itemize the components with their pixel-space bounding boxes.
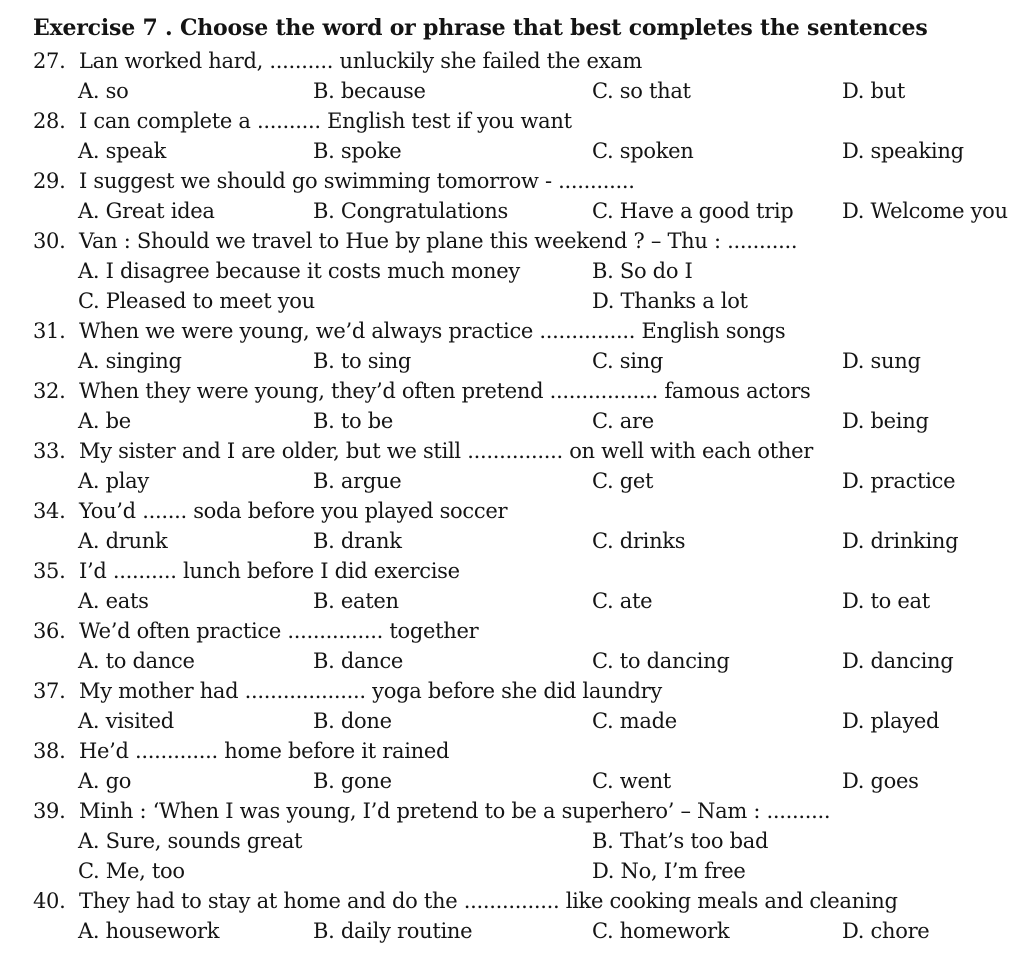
option-c[interactable]: C. made: [592, 709, 677, 733]
option-d[interactable]: D. practice: [842, 469, 956, 493]
option-b[interactable]: B. Congratulations: [313, 199, 508, 223]
question-text: I suggest we should go swimming tomorrow - ............: [79, 169, 635, 193]
question-number: 39.: [33, 799, 66, 823]
options-38: [33, 766, 1024, 796]
option-c[interactable]: C. get: [592, 469, 654, 493]
question-31: [33, 316, 1024, 346]
option-d[interactable]: D. No, I’m free: [592, 859, 746, 883]
question-text: My mother had ................... yoga before she did laundry: [79, 679, 662, 703]
question-number: 36.: [33, 619, 66, 643]
option-b[interactable]: B. That’s too bad: [592, 829, 769, 853]
option-a[interactable]: A. singing: [78, 349, 182, 373]
question-number: 38.: [33, 739, 66, 763]
question-29: [33, 166, 1024, 196]
option-c[interactable]: C. Have a good trip: [592, 199, 794, 223]
question-number: 33.: [33, 439, 66, 463]
option-b[interactable]: B. done: [313, 709, 392, 733]
options-35: [33, 586, 1024, 616]
options-40: [33, 916, 1024, 946]
option-b[interactable]: B. spoke: [313, 139, 402, 163]
question-number: 30.: [33, 229, 66, 253]
option-d[interactable]: D. sung: [842, 349, 921, 373]
option-d[interactable]: D. dancing: [842, 649, 954, 673]
options-30-row1: [33, 256, 1024, 286]
option-b[interactable]: B. drank: [313, 529, 402, 553]
options-39-row1: [33, 826, 1024, 856]
option-b[interactable]: B. to sing: [313, 349, 412, 373]
options-39-row2: [33, 856, 1024, 886]
question-38: [33, 736, 1024, 766]
options-28: [33, 136, 1024, 166]
option-a[interactable]: A. speak: [78, 139, 167, 163]
options-29: [33, 196, 1024, 226]
question-34: [33, 496, 1024, 526]
question-text: They had to stay at home and do the ............... like cooking meals and cleaning: [79, 889, 898, 913]
option-b[interactable]: B. argue: [313, 469, 402, 493]
option-a[interactable]: A. so: [78, 79, 129, 103]
exercise-title: Exercise 7 . Choose the word or phrase that best completes the sentences: [33, 15, 928, 41]
options-30-row2: [33, 286, 1024, 316]
question-number: 28.: [33, 109, 66, 133]
option-b[interactable]: B. because: [313, 79, 426, 103]
question-number: 34.: [33, 499, 66, 523]
option-c[interactable]: C. sing: [592, 349, 664, 373]
question-33: [33, 436, 1024, 466]
option-b[interactable]: B. eaten: [313, 589, 399, 613]
question-text: I can complete a .......... English test if you want: [79, 109, 572, 133]
option-d[interactable]: D. to eat: [842, 589, 930, 613]
question-text: When we were young, we’d always practice ............... English songs: [79, 319, 786, 343]
question-text: I’d .......... lunch before I did exercise: [79, 559, 460, 583]
option-b[interactable]: B. So do I: [592, 259, 693, 283]
options-33: [33, 466, 1024, 496]
option-d[interactable]: D. being: [842, 409, 929, 433]
question-number: 35.: [33, 559, 66, 583]
question-text: Lan worked hard, .......... unluckily she failed the exam: [79, 49, 642, 73]
option-a[interactable]: A. visited: [78, 709, 174, 733]
option-c[interactable]: C. drinks: [592, 529, 686, 553]
option-a[interactable]: A. play: [78, 469, 149, 493]
question-40: [33, 886, 1024, 916]
question-text: Van : Should we travel to Hue by plane this weekend ? – Thu : ...........: [79, 229, 798, 253]
option-a[interactable]: A. be: [78, 409, 131, 433]
option-a[interactable]: A. I disagree because it costs much money: [78, 259, 520, 283]
question-text: You’d ....... soda before you played soccer: [79, 499, 508, 523]
question-28: [33, 106, 1024, 136]
question-number: 27.: [33, 49, 66, 73]
question-number: 37.: [33, 679, 66, 703]
option-a[interactable]: A. to dance: [78, 649, 195, 673]
option-b[interactable]: B. daily routine: [313, 919, 473, 943]
options-36: [33, 646, 1024, 676]
option-d[interactable]: D. played: [842, 709, 940, 733]
option-d[interactable]: D. goes: [842, 769, 919, 793]
question-37: [33, 676, 1024, 706]
option-a[interactable]: A. Sure, sounds great: [78, 829, 303, 853]
option-d[interactable]: D. but: [842, 79, 906, 103]
option-a[interactable]: A. eats: [78, 589, 149, 613]
question-30: [33, 226, 1024, 256]
option-a[interactable]: A. drunk: [78, 529, 168, 553]
option-b[interactable]: B. gone: [313, 769, 392, 793]
question-number: 29.: [33, 169, 66, 193]
question-number: 32.: [33, 379, 66, 403]
option-b[interactable]: B. to be: [313, 409, 394, 433]
option-c[interactable]: C. Me, too: [78, 859, 185, 883]
option-a[interactable]: A. housework: [78, 919, 220, 943]
option-c[interactable]: C. went: [592, 769, 671, 793]
question-number: 31.: [33, 319, 66, 343]
option-c[interactable]: C. so that: [592, 79, 691, 103]
question-text: Minh : ‘When I was young, I’d pretend to be a superhero’ – Nam : ..........: [79, 799, 831, 823]
option-d[interactable]: D. chore: [842, 919, 930, 943]
question-text: He’d ............. home before it rained: [79, 739, 450, 763]
options-31: [33, 346, 1024, 376]
option-a[interactable]: A. Great idea: [78, 199, 215, 223]
question-36: [33, 616, 1024, 646]
option-d[interactable]: D. drinking: [842, 529, 959, 553]
option-c[interactable]: C. ate: [592, 589, 653, 613]
options-27: [33, 76, 1024, 106]
question-32: [33, 376, 1024, 406]
option-d[interactable]: D. Welcome you: [842, 199, 1008, 223]
question-text: When they were young, they’d often pretend ................. famous actors: [79, 379, 811, 403]
option-d[interactable]: D. speaking: [842, 139, 964, 163]
options-37: [33, 706, 1024, 736]
option-c[interactable]: C. homework: [592, 919, 730, 943]
option-d[interactable]: D. Thanks a lot: [592, 289, 748, 313]
option-a[interactable]: A. go: [78, 769, 132, 793]
question-text: We’d often practice ............... together: [79, 619, 479, 643]
question-number: 40.: [33, 889, 66, 913]
options-34: [33, 526, 1024, 556]
option-c[interactable]: C. Pleased to meet you: [78, 289, 315, 313]
option-c[interactable]: C. to dancing: [592, 649, 730, 673]
option-b[interactable]: B. dance: [313, 649, 404, 673]
option-c[interactable]: C. spoken: [592, 139, 694, 163]
question-text: My sister and I are older, but we still ............... on well with each other: [79, 439, 813, 463]
question-35: [33, 556, 1024, 586]
option-c[interactable]: C. are: [592, 409, 654, 433]
question-39: [33, 796, 1024, 826]
question-27: [33, 46, 1024, 76]
options-32: [33, 406, 1024, 436]
